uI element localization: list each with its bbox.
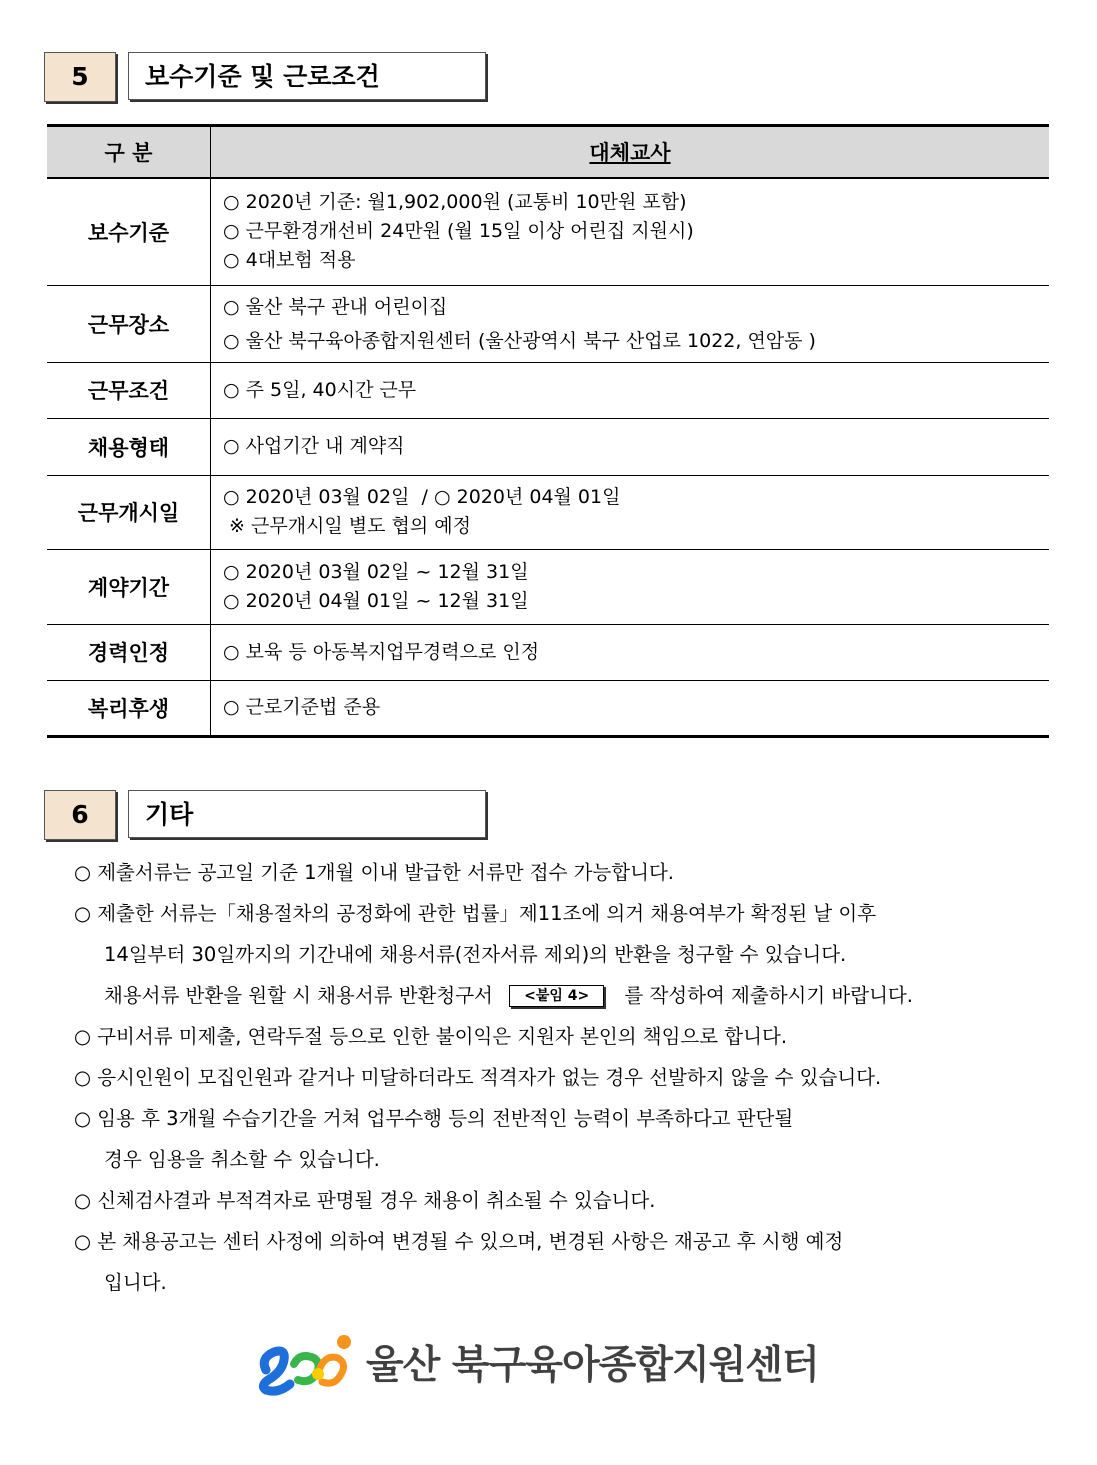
row-label: 계약기간: [47, 549, 211, 624]
value-line: ○ 2020년 03월 02일 / ○ 2020년 04월 01일: [223, 486, 621, 508]
list-item: ○ 제출한 서류는「채용절차의 공정화에 관한 법률」제11조에 의거 채용여부가 확정된 날 이후: [74, 902, 877, 925]
table-row: [47, 475, 1049, 549]
row-value: [211, 475, 1050, 549]
row-label: 복리후생: [47, 680, 211, 736]
value-line: ○ 사업기간 내 계약직: [223, 435, 405, 457]
value-line: ○ 2020년 기준: 월1,902,000원 (교통비 10만원 포함): [223, 191, 687, 214]
list-item: 14일부터 30일까지의 기간내에 채용서류(전자서류 제외)의 반환을 청구할 수 있습니다.: [104, 943, 847, 966]
section-6-title: 기타: [128, 790, 486, 838]
working-conditions-table: [47, 124, 1049, 738]
row-value: [211, 624, 1050, 680]
attachment-4-label: <붙임 4>: [509, 985, 604, 1007]
table-row: [47, 418, 1049, 475]
row-label: 근무장소: [47, 285, 211, 362]
center-name: 울산 북구육아종합지원센터: [366, 1343, 819, 1388]
row-value: [211, 418, 1050, 475]
row-value: [211, 680, 1050, 736]
row-value: [211, 549, 1050, 624]
header-substitute-teacher: 대체교사: [211, 126, 1050, 179]
table-row: [47, 285, 1049, 362]
value-line: ○ 근무환경개선비 24만원 (월 15일 이상 어린집 지원시): [223, 220, 694, 243]
list-item: [74, 975, 1064, 1016]
row-label: 보수기준: [47, 178, 211, 285]
list-item: ○ 응시인원이 모집인원과 같거나 미달하더라도 적격자가 없는 경우 선발하지 않을 수 있습니다.: [74, 1066, 882, 1089]
value-line: ○ 2020년 03월 02일 ~ 12월 31일: [223, 560, 529, 583]
row-label: 근무조건: [47, 362, 211, 418]
section-5-number: 5: [44, 52, 116, 102]
value-line: ○ 보육 등 아동복지업무경력으로 인정: [223, 640, 540, 663]
row-label: 채용형태: [47, 418, 211, 475]
other-notes-list: [74, 852, 1064, 1303]
list-item: ○ 신체검사결과 부적격자로 판명될 경우 채용이 취소될 수 있습니다.: [74, 1189, 656, 1212]
return-request-text-end: 를 작성하여 제출하시기 바랍니다.: [624, 984, 913, 1007]
list-item: ○ 구비서류 미제출, 연락두절 등으로 인한 불이익은 지원자 본인의 책임으로 합니다.: [74, 1025, 788, 1048]
row-value: [211, 285, 1050, 362]
table-row: [47, 178, 1049, 285]
list-item: ○ 임용 후 3개월 수습기간을 거쳐 업무수행 등의 전반적인 능력이 부족하다고 판단될: [74, 1107, 794, 1130]
value-line: ※ 근무개시일 별도 협의 예정: [223, 515, 472, 537]
center-logo-icon: [256, 1328, 360, 1398]
list-item: ○ 본 채용공고는 센터 사정에 의하여 변경될 수 있으며, 변경된 사항은 재공고 후 시행 예정: [74, 1230, 844, 1253]
table-row: [47, 680, 1049, 736]
row-value: [211, 362, 1050, 418]
header-category: 구 분: [47, 126, 211, 179]
list-item: 경우 임용을 취소할 수 있습니다.: [104, 1148, 380, 1171]
table-row: [47, 362, 1049, 418]
row-label: 경력인정: [47, 624, 211, 680]
return-request-text: 채용서류 반환을 원할 시 채용서류 반환청구서: [104, 984, 493, 1007]
section-5-title: 보수기준 및 근로조건: [128, 52, 486, 100]
section-6-number: 6: [44, 790, 116, 840]
list-item: ○ 제출서류는 공고일 기준 1개월 이내 발급한 서류만 접수 가능합니다.: [74, 861, 675, 884]
footer-logo: [256, 1328, 846, 1398]
value-line: ○ 울산 북구육아종합지원센터 (울산광역시 북구 산업로 1022, 연암동 ): [223, 329, 816, 352]
table-row: [47, 549, 1049, 624]
value-line: ○ 2020년 04월 01일 ~ 12월 31일: [223, 589, 529, 612]
value-line: ○ 4대보험 적용: [223, 249, 356, 272]
value-line: ○ 주 5일, 40시간 근무: [223, 378, 417, 401]
value-line: ○ 울산 북구 관내 어린이집: [223, 295, 448, 318]
value-line: ○ 근로기준법 준용: [223, 696, 381, 718]
row-label: 근무개시일: [47, 475, 211, 549]
list-item: 입니다.: [104, 1271, 167, 1294]
row-value: [211, 178, 1050, 285]
table-row: [47, 624, 1049, 680]
table-header-row: [47, 126, 1049, 179]
